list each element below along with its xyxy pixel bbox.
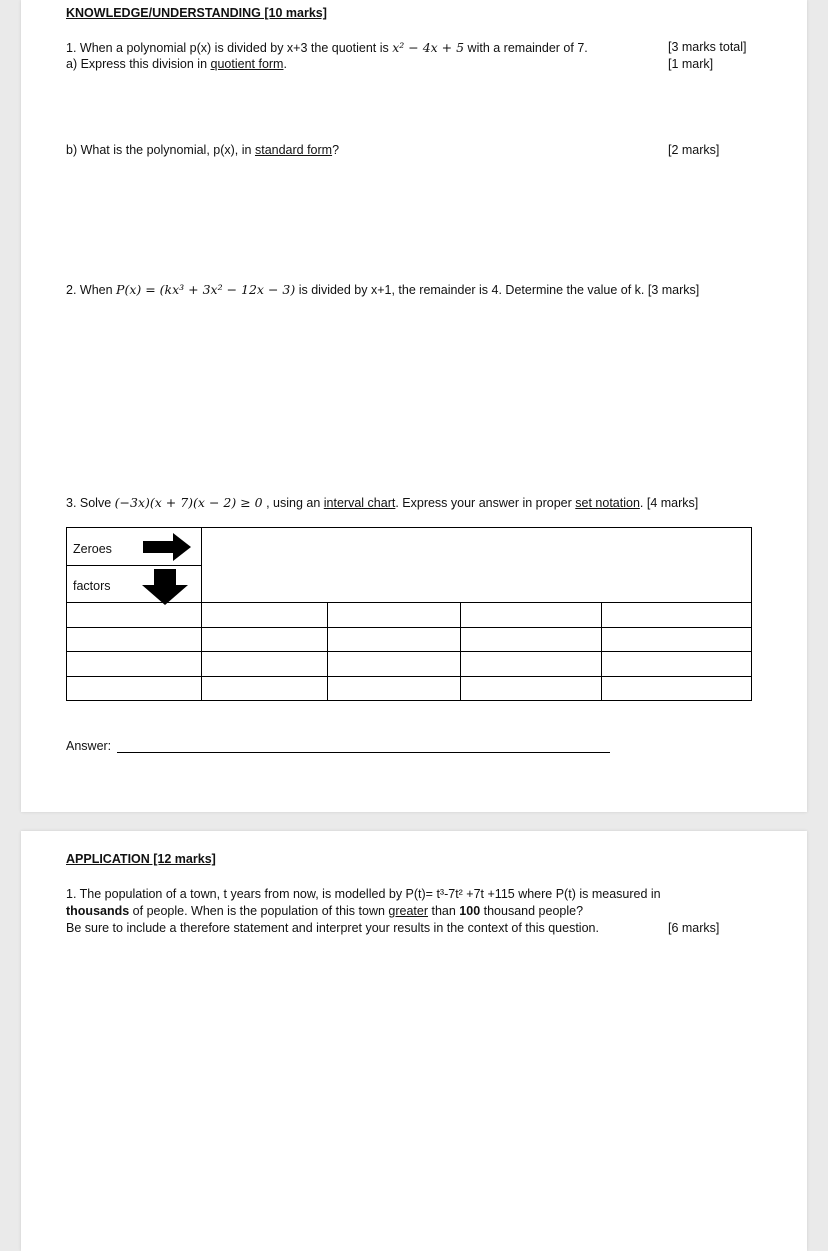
chart-cell[interactable] (460, 651, 602, 677)
q3-term-interval-chart: interval chart (323, 496, 396, 510)
app-q1-line2-a: of people. When is the population of this town (129, 904, 389, 918)
q2-lead: 2. When (66, 283, 117, 297)
chart-cell[interactable] (201, 602, 328, 628)
right-arrow-icon (143, 533, 191, 561)
app-q1-line2 (66, 904, 583, 918)
q1-lead: 1. When a polynomial p(x) is divided by x+3 the quotient is (66, 41, 393, 55)
chart-cell[interactable] (460, 627, 602, 652)
app-q1-bold-100: 100 (459, 904, 481, 918)
down-arrow-icon (142, 569, 188, 605)
chart-cell[interactable] (66, 676, 202, 701)
worksheet-page-1 (21, 0, 807, 812)
app-q1-greater: greater (388, 904, 429, 918)
app-q1-line3: Be sure to include a therefore statement and interpret your results in the context of this question. (66, 921, 599, 935)
q1-tail: with a remainder of 7. (464, 41, 588, 55)
question-1b (66, 143, 339, 157)
q1a-tail: . (283, 57, 287, 71)
chart-cell[interactable] (66, 602, 202, 628)
section-heading-knowledge: KNOWLEDGE/UNDERSTANDING [10 marks] (66, 6, 327, 20)
chart-cell[interactable] (66, 627, 202, 652)
q2-tail: is divided by x+1, the remainder is 4. Determine the value of k. [3 marks] (295, 283, 700, 297)
question-1-stem (66, 40, 588, 55)
q2-expression: P(x) = (kx³ + 3x² − 12x − 3) (116, 282, 296, 297)
question-2 (66, 282, 699, 297)
chart-cell[interactable] (201, 651, 328, 677)
app-q1-line2-c: thousand people? (480, 904, 584, 918)
q3-mid: , using an (262, 496, 324, 510)
q1a-term: quotient form (210, 57, 284, 71)
q3-inequality: (−3x)(x + 7)(x − 2) ≥ 0 (114, 495, 263, 510)
chart-cell[interactable] (327, 676, 461, 701)
q1b-marks: [2 marks] (668, 143, 720, 157)
q1b-tail: ? (332, 143, 340, 157)
zeroes-factors-entry-cell[interactable] (201, 527, 752, 603)
chart-cell[interactable] (601, 676, 752, 701)
q1b-lead: b) What is the polynomial, p(x), in (66, 143, 255, 157)
section-heading-application: APPLICATION [12 marks] (66, 852, 216, 866)
worksheet-page-2 (21, 831, 807, 1251)
chart-cell[interactable] (201, 676, 328, 701)
q1a-marks: [1 mark] (668, 57, 714, 71)
chart-cell[interactable] (460, 602, 602, 628)
question-1a (66, 57, 287, 71)
q3-term-set-notation: set notation (575, 496, 640, 510)
q1b-term: standard form (254, 143, 333, 157)
app-q1-bold-thousands: thousands (66, 904, 130, 918)
app-q1-line2-b: than (428, 904, 460, 918)
answer-label: Answer: (66, 739, 112, 753)
chart-cell[interactable] (201, 627, 328, 652)
q1a-lead: a) Express this division in (66, 57, 211, 71)
answer-line[interactable] (117, 752, 610, 753)
chart-cell[interactable] (601, 602, 752, 628)
app-q1-marks: [6 marks] (668, 921, 720, 935)
app-q1-line1: 1. The population of a town, t years from now, is modelled by P(t)= t³-7t² +7t +115 where P(t) is measured in (66, 887, 661, 901)
q1-total-marks: [3 marks total] (668, 40, 747, 54)
q3-mid2: . Express your answer in proper (395, 496, 576, 510)
chart-cell[interactable] (327, 602, 461, 628)
chart-cell[interactable] (66, 651, 202, 677)
chart-cell[interactable] (460, 676, 602, 701)
factors-label: factors (73, 579, 111, 593)
zeroes-label: Zeroes (73, 542, 112, 556)
chart-cell[interactable] (327, 651, 461, 677)
interval-chart (66, 527, 752, 701)
chart-cell[interactable] (601, 627, 752, 652)
q3-tail: . [4 marks] (639, 496, 699, 510)
q1-quotient-math: x² − 4x + 5 (392, 40, 465, 55)
chart-cell[interactable] (327, 627, 461, 652)
q3-lead: 3. Solve (66, 496, 115, 510)
chart-cell[interactable] (601, 651, 752, 677)
question-3 (66, 495, 698, 510)
